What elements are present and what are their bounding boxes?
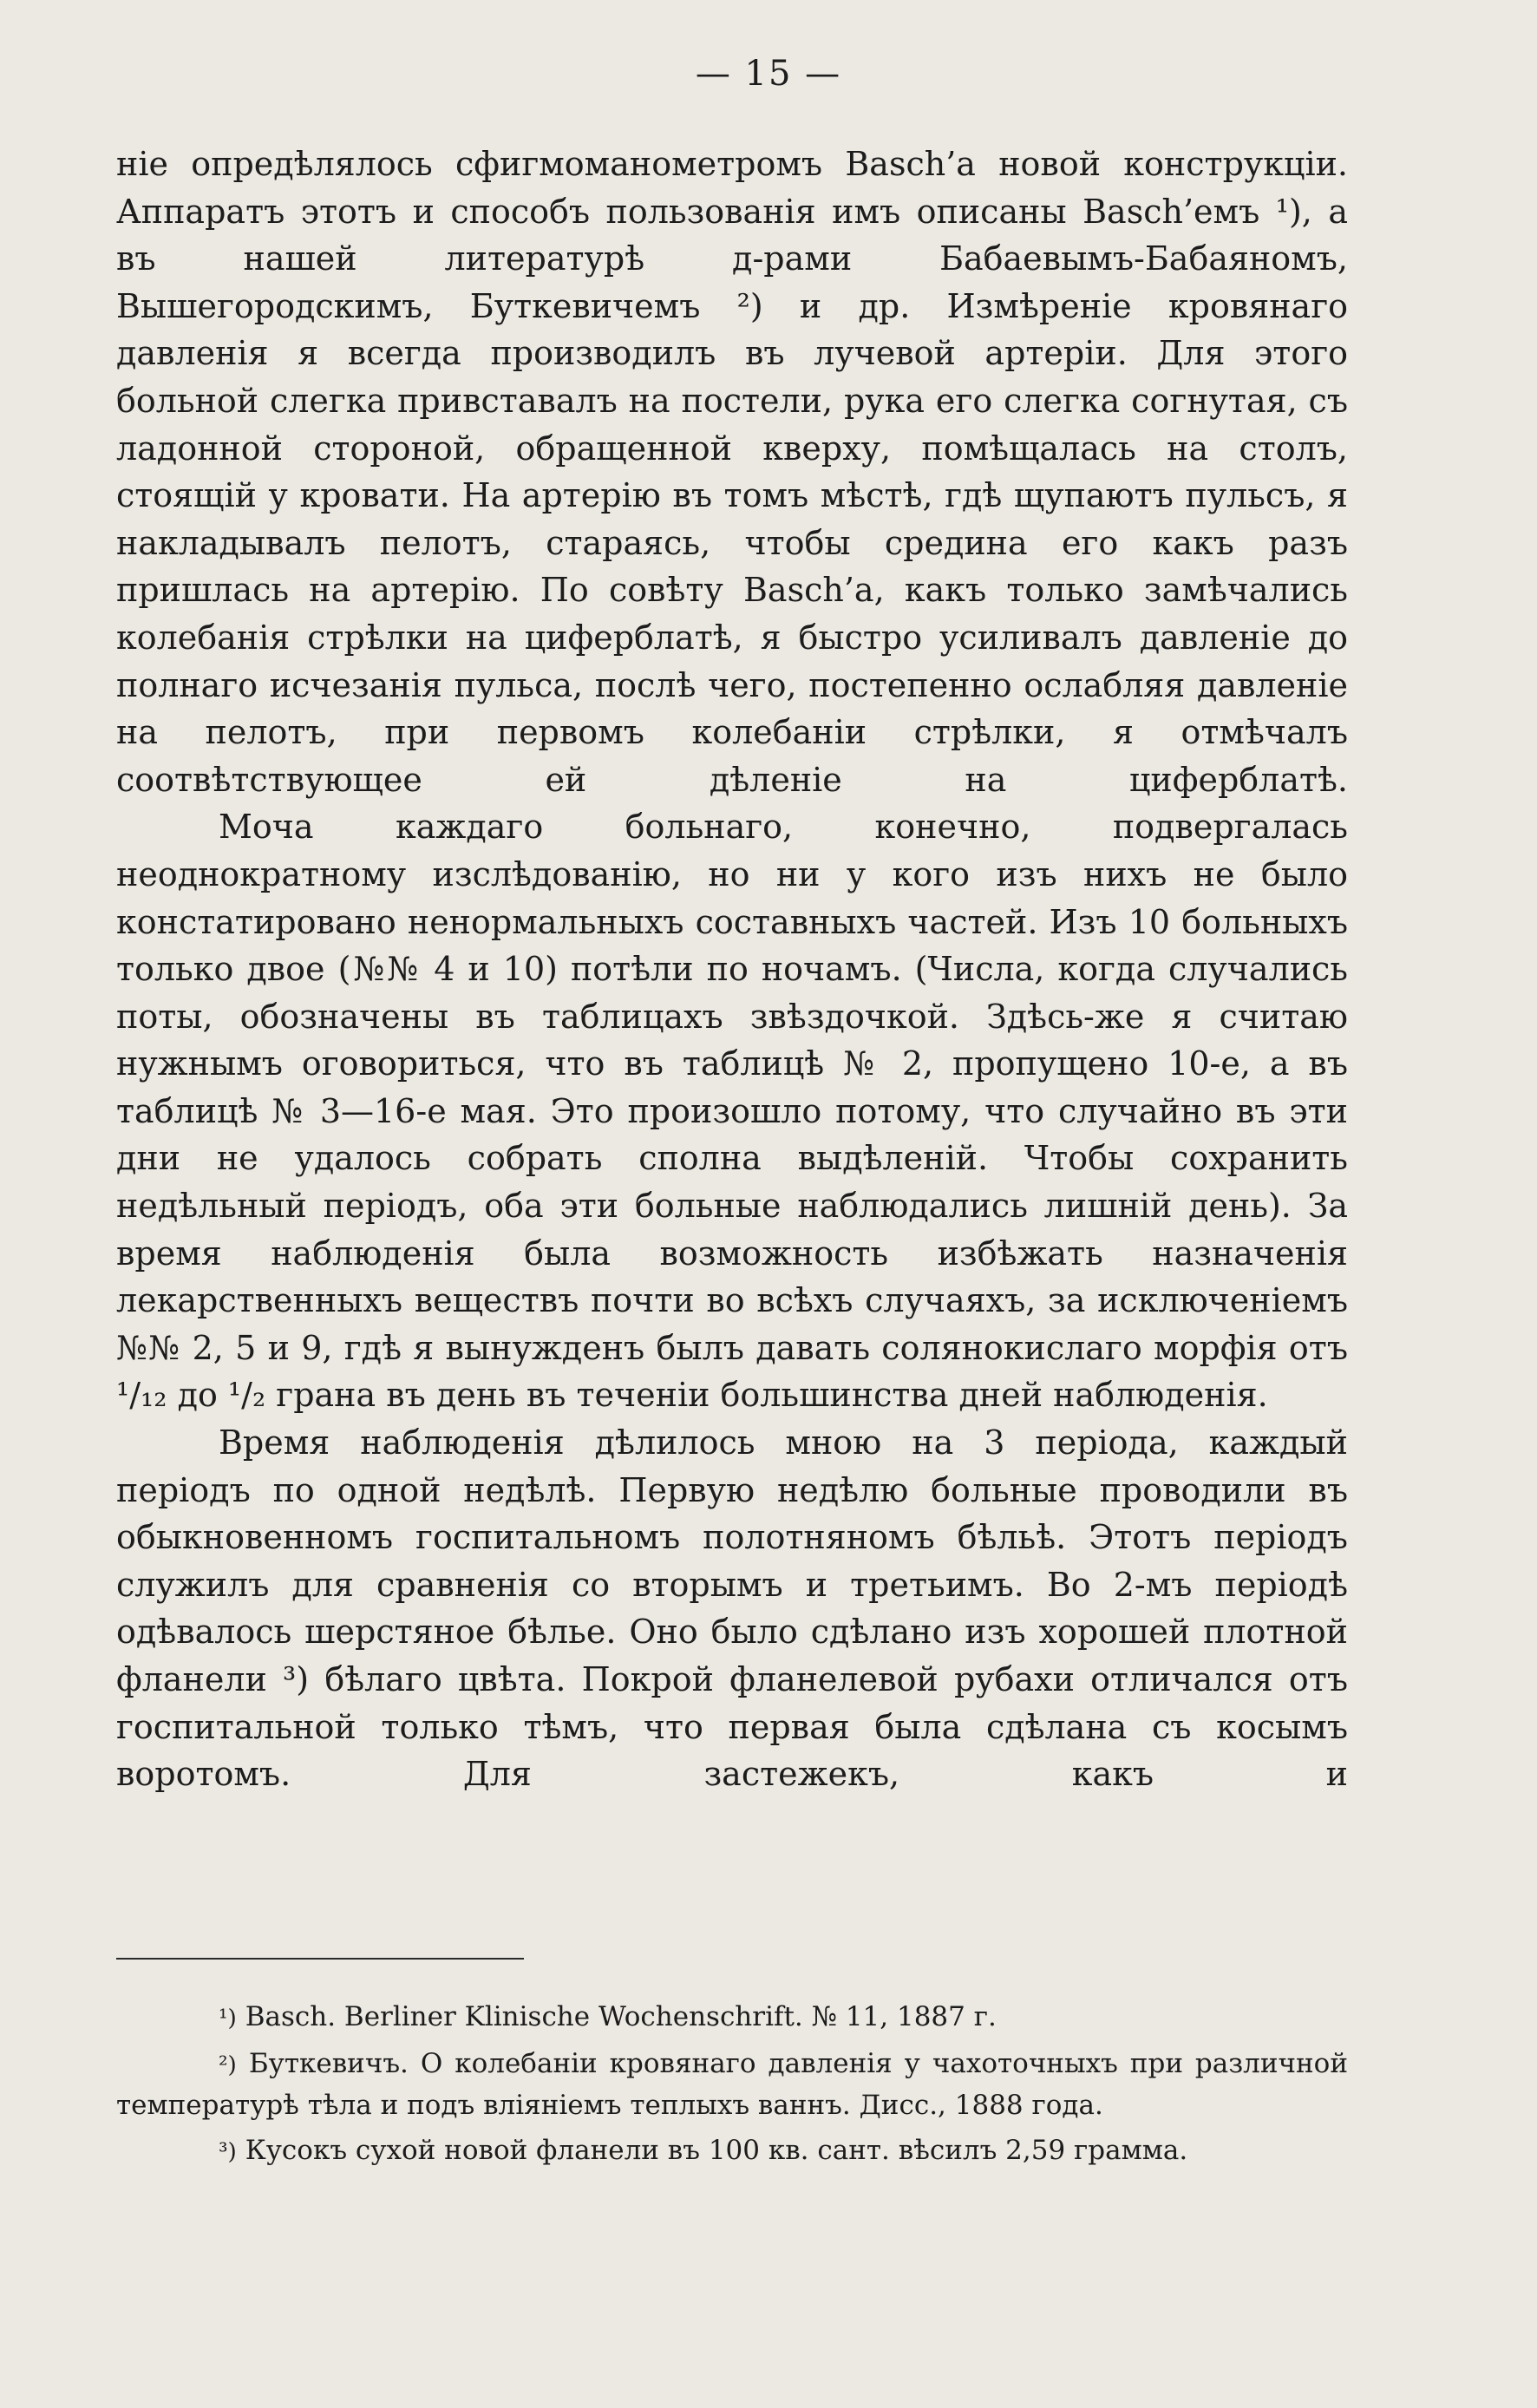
footnote-mark: ¹) (219, 2006, 237, 2032)
paragraph-3: Время наблюденія дѣлилось мною на 3 періода, каждый періодъ по одной недѣлѣ. Первую недѣлю больные проводили въ обыкновенномъ госпитальномъ полотняномъ бѣльѣ. Этотъ періодъ служилъ для сравненія со вторымъ и третьимъ. Во 2-мъ періодѣ одѣвалось шерстяное бѣлье. Оно было сдѣлано изъ хорошей плотной фланели ³) бѣлаго цвѣта. Покрой фланелевой рубахи отличался отъ госпитальной только тѣмъ, что первая была сдѣлана съ косымъ воротомъ. Для застежекъ, какъ и (116, 1423, 1348, 1794)
footnote-3 (116, 2130, 1348, 2172)
page-number: — 15 — (695, 54, 842, 94)
paragraph-1: ніе опредѣлялось сфигмоманометромъ Basch’а новой конструкціи. Аппаратъ этотъ и способъ пользованія имъ описаны Basch’емъ ¹), а въ нашей литературѣ д-рами Бабаевымъ-Бабаяномъ, Вышегородскимъ, Буткевичемъ ²) и др. Измѣреніе кровянаго давленія я всегда производилъ въ лучевой артеріи. Для этого больной слегка привставалъ на постели, рука его слегка согнутая, съ ладонной стороной, обращенной кверху, помѣщалась на столъ, стоящій у кровати. На артерію въ томъ мѣстѣ, гдѣ щупаютъ пульсъ, я накладывалъ пелотъ, стараясь, чтобы средина его какъ разъ пришлась на артерію. По совѣту Basch’а, какъ только замѣчались колебанія стрѣлки на циферблатѣ, я быстро усиливалъ давленіе до полнаго исчезанія пульса, послѣ чего, постепенно ослабляя давленіе на пелотъ, при первомъ колебаніи стрѣлки, я отмѣчалъ соотвѣтствующее ей дѣленіе на циферблатѣ. (116, 145, 1348, 799)
footnote-mark: ³) (219, 2139, 237, 2165)
footnote-text: Basch. Berliner Klinische Wochenschrift. № 11, 1887 г. (245, 2001, 997, 2032)
footnote-text: Буткевичъ. О колебаніи кровянаго давленія у чахоточныхъ при различной температурѣ тѣла и подъ вліяніемъ теплыхъ ваннъ. Дисс., 1888 года. (116, 2048, 1349, 2121)
footnote-2 (116, 2044, 1348, 2125)
paragraph-2: Моча каждаго больнаго, конечно, подвергалась неоднократному изслѣдованію, но ни у кого изъ нихъ не было констатировано ненормальныхъ составныхъ частей. Изъ 10 больныхъ только двое (№№ 4 и 10) потѣли по ночамъ. (Числа, когда случались поты, обозначены въ таблицахъ звѣздочкой. Здѣсь-же я считаю нужнымъ оговориться, что въ таблицѣ № 2, пропущено 10-е, а въ таблицѣ № 3—16-е мая. Это произошло потому, что случайно въ эти дни не удалось собрать сполна выдѣленій. Чтобы сохранить недѣльный періодъ, оба эти больные наблюдались лишній день). За время наблюденія была возможность избѣжать назначенія лекарственныхъ веществъ почти во всѣхъ случаяхъ, за исключеніемъ №№ 2, 5 и 9, гдѣ я вынужденъ былъ давать солянокислаго морфія отъ ¹/₁₂ до ¹/₂ грана въ день въ теченіи большинства дней наблюденія. (116, 808, 1348, 1415)
main-text (116, 141, 1348, 1798)
footnote-1 (116, 1997, 1348, 2038)
footnotes (116, 1997, 1348, 2177)
footnote-text: Кусокъ сухой новой фланели въ 100 кв. сант. вѣсилъ 2,59 грамма. (245, 2135, 1188, 2166)
footnote-divider (116, 1958, 524, 1960)
footnote-mark: ²) (219, 2052, 237, 2078)
